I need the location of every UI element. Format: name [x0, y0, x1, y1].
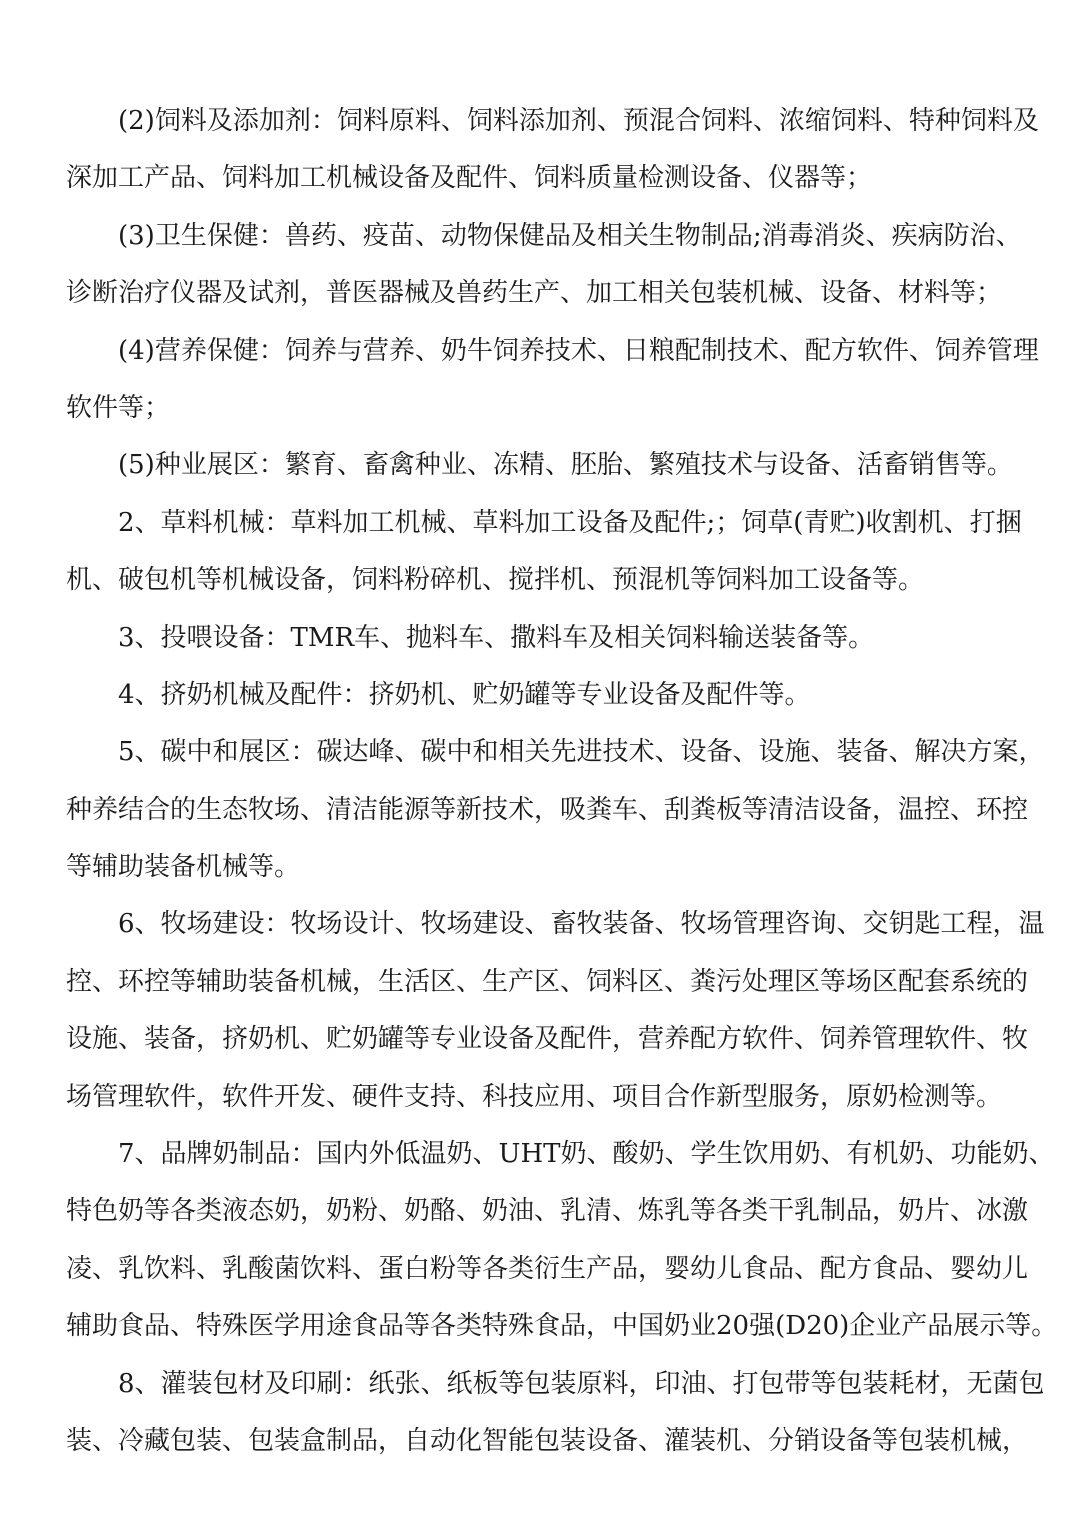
paragraph-milking-machinery — [66, 667, 1016, 724]
paragraph-line: 深加工产品、饲料加工机械设备及配件、饲料质量检测设备、仪器等； — [66, 163, 873, 194]
paragraph-health-care — [66, 208, 1022, 323]
paragraph-line: 诊断治疗仪器及试剂，普医器械及兽药生产、加工相关包装机械、设备、材料等； — [66, 278, 1003, 309]
paragraph-line: 辅助食品、特殊医学用途食品等各类特殊食品，中国奶业20强(D20)企业产品展示等。 — [66, 1311, 1058, 1342]
document-page — [66, 93, 1058, 1470]
paragraph-forage-machinery — [66, 495, 1022, 610]
paragraph-line: 6、牧场建设：牧场设计、牧场建设、畜牧装备、牧场管理咨询、交钥匙工程，温 — [118, 909, 1045, 940]
paragraph-packaging — [66, 1356, 1045, 1471]
paragraph-dairy-products — [66, 1126, 1058, 1356]
paragraph-line: 7、品牌奶制品：国内外低温奶、UHT奶、酸奶、学生饮用奶、有机奶、功能奶、 — [118, 1139, 1055, 1170]
paragraph-breeding — [66, 437, 1016, 494]
paragraph-nutrition — [66, 323, 1039, 438]
paragraph-line: 5、碳中和展区：碳达峰、碳中和相关先进技术、设备、设施、装备、解决方案， — [118, 737, 1045, 768]
paragraph-ranch-construction — [66, 896, 1045, 1126]
paragraph-line: 等辅助装备机械等。 — [66, 852, 301, 883]
paragraph-line: (5)种业展区：繁育、畜禽种业、冻精、胚胎、繁殖技术与设备、活畜销售等。 — [118, 450, 1013, 481]
paragraph-line: 控、环控等辅助装备机械，生活区、生产区、饲料区、粪污处理区等场区配套系统的 — [66, 966, 1029, 997]
paragraph-line: 软件等； — [66, 392, 171, 423]
paragraph-line: 4、挤奶机械及配件：挤奶机、贮奶罐等专业设备及配件等。 — [118, 679, 811, 710]
paragraph-line: 2、草料机械：草料加工机械、草料加工设备及配件;；饲草(青贮)收割机、打捆 — [118, 507, 1022, 538]
paragraph-feed-additives — [66, 93, 1039, 208]
paragraph-line: 3、投喂设备：TMR车、抛料车、撒料车及相关饲料输送装备等。 — [118, 622, 875, 653]
paragraph-line: 种养结合的生态牧场、清洁能源等新技术，吸粪车、刮粪板等清洁设备，温控、环控 — [66, 794, 1029, 825]
paragraph-line: (4)营养保健：饲养与营养、奶牛饲养技术、日粮配制技术、配方软件、饲养管理 — [118, 335, 1039, 366]
paragraph-line: 机、破包机等机械设备，饲料粉碎机、搅拌机、预混机等饲料加工设备等。 — [66, 565, 925, 596]
paragraph-carbon-neutral — [66, 724, 1045, 896]
paragraph-line: 特色奶等各类液态奶，奶粉、奶酪、奶油、乳清、炼乳等各类干乳制品，奶片、冰激 — [66, 1196, 1029, 1227]
paragraph-line: 场管理软件，软件开发、硬件支持、科技应用、项目合作新型服务，原奶检测等。 — [66, 1081, 1003, 1112]
paragraph-line: 设施、装备，挤奶机、贮奶罐等专业设备及配件，营养配方软件、饲养管理软件、牧 — [66, 1024, 1029, 1055]
paragraph-feeding-equipment — [66, 610, 1016, 667]
paragraph-line: (2)饲料及添加剂：饲料原料、饲料添加剂、预混合饲料、浓缩饲料、特种饲料及 — [118, 106, 1039, 136]
paragraph-line: 凌、乳饮料、乳酸菌饮料、蛋白粉等各类衍生产品，婴幼儿食品、配方食品、婴幼儿 — [66, 1253, 1029, 1284]
paragraph-line: 装、冷藏包装、包装盒制品，自动化智能包装设备、灌装机、分销设备等包装机械， — [66, 1425, 1029, 1456]
paragraph-line: (3)卫生保健：兽药、疫苗、动物保健品及相关生物制品;消毒消炎、疾病防治、 — [118, 220, 1022, 251]
paragraph-line: 8、灌装包材及印刷：纸张、纸板等包装原料，印油、打包带等包装耗材，无菌包 — [118, 1368, 1045, 1399]
